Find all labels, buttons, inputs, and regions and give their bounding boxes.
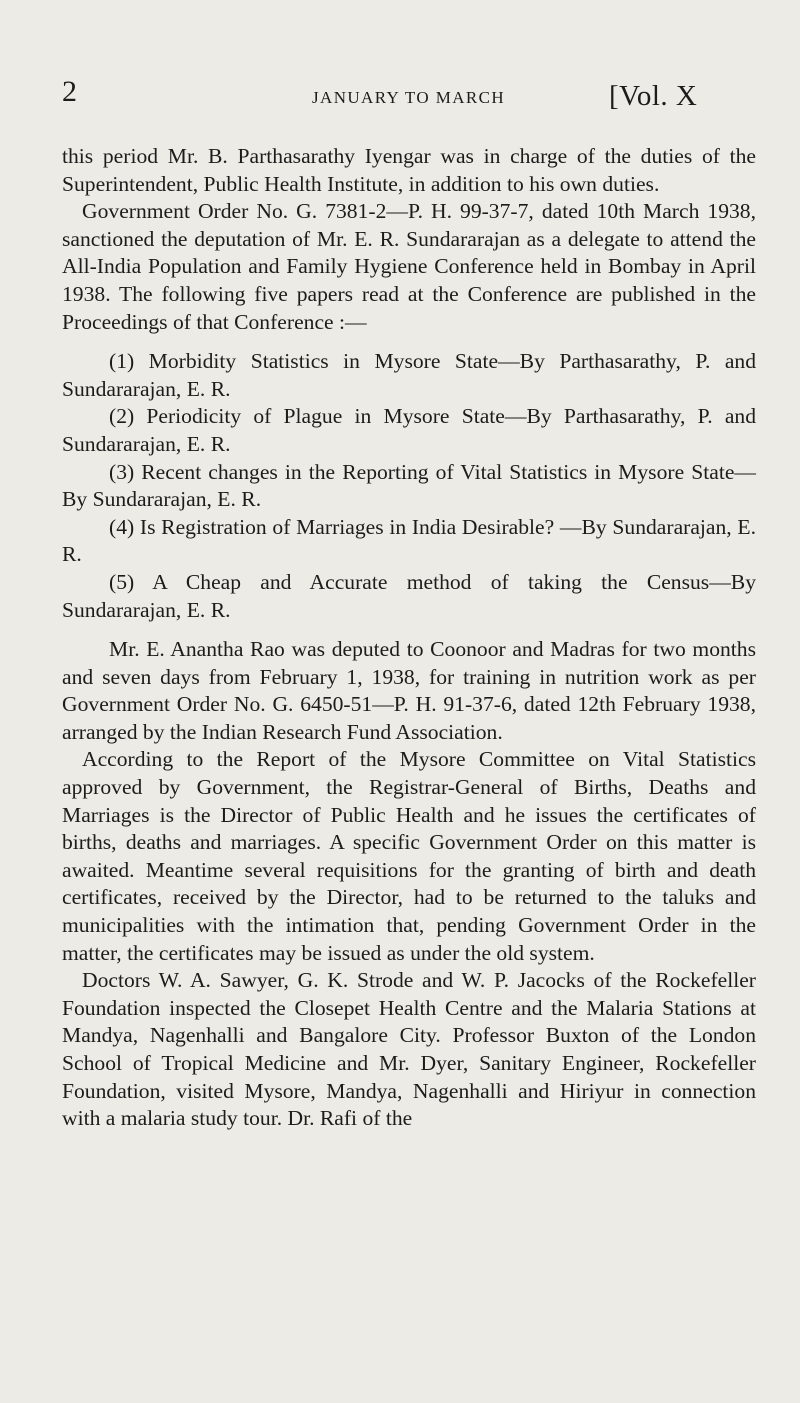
list-item-paper-1: (1) Morbidity Statistics in Mysore State—By Parthasarathy, P. and Sundararajan, E. R. xyxy=(62,349,756,401)
list-item-paper-3: (3) Recent changes in the Reporting of Vital Statistics in Mysore State—By Sundararajan, E. R. xyxy=(62,459,756,512)
list-item-paper-2: (2) Periodicity of Plague in Mysore State—By Parthasarathy, P. and Sundararajan, E. R. xyxy=(62,404,756,456)
paragraph-nutrition-training: Mr. E. Anantha Rao was deputed to Coonoor and Madras for two months and seven days from February 1, 1938, for training in nutrition work as per Government Order No. G. 6450-51—P. H. 91-37-6, dated 12th February 1938, arranged by the Indian Research Fund Association. xyxy=(62,637,756,744)
body-text xyxy=(62,143,756,1133)
page-number: 2 xyxy=(62,75,77,108)
paragraph-rockefeller-visit: Doctors W. A. Sawyer, G. K. Strode and W. P. Jacocks of the Rockefeller Foundation inspected the Closepet Health Centre and the Malaria Stations at Mandya, Nagenhalli and Bangalore City. Professor Buxton of the London School of Tropical Medicine and Mr. Dyer, Sanitary Engineer, Rockefeller Foundation, visited Mysore, Mandya, Nagenhalli and Hiriyur in connection with a malaria study tour. Dr. Rafi of the xyxy=(62,968,756,1131)
list-item-paper-4: (4) Is Registration of Marriages in India Desirable? —By Sundararajan, E. R. xyxy=(62,514,756,567)
list-item-paper-5: (5) A Cheap and Accurate method of taking the Census—By Sundararajan, E. R. xyxy=(62,569,756,622)
volume-label: [Vol. X xyxy=(609,80,698,112)
running-title: JANUARY TO MARCH xyxy=(312,88,506,107)
paragraph-government-order-deputation: Government Order No. G. 7381-2—P. H. 99-37-7, dated 10th March 1938, sanctioned the deputation of Mr. E. R. Sundararajan as a delegate to attend the All-India Population and Family Hygiene Conference held in Bombay in April 1938. The following five papers read at the Conference are published in the Proceedings of that Conference :— xyxy=(62,199,756,334)
paragraph-continuation: this period Mr. B. Parthasarathy Iyengar was in charge of the duties of the Superintendent, Public Health Institute, in addition to his own duties. xyxy=(62,144,756,196)
running-header xyxy=(62,58,742,116)
paragraph-vital-statistics: According to the Report of the Mysore Committee on Vital Statistics approved by Government, the Registrar-General of Births, Deaths and Marriages is the Director of Public Health and he issues the certificates of births, deaths and marriages. A specific Government Order on this matter is awaited. Meantime several requisitions for the granting of birth and death certificates, received by the Director, had to be returned to the taluks and municipalities with the intimation that, pending Government Order in the matter, the certificates may be issued as under the old system. xyxy=(62,747,756,965)
